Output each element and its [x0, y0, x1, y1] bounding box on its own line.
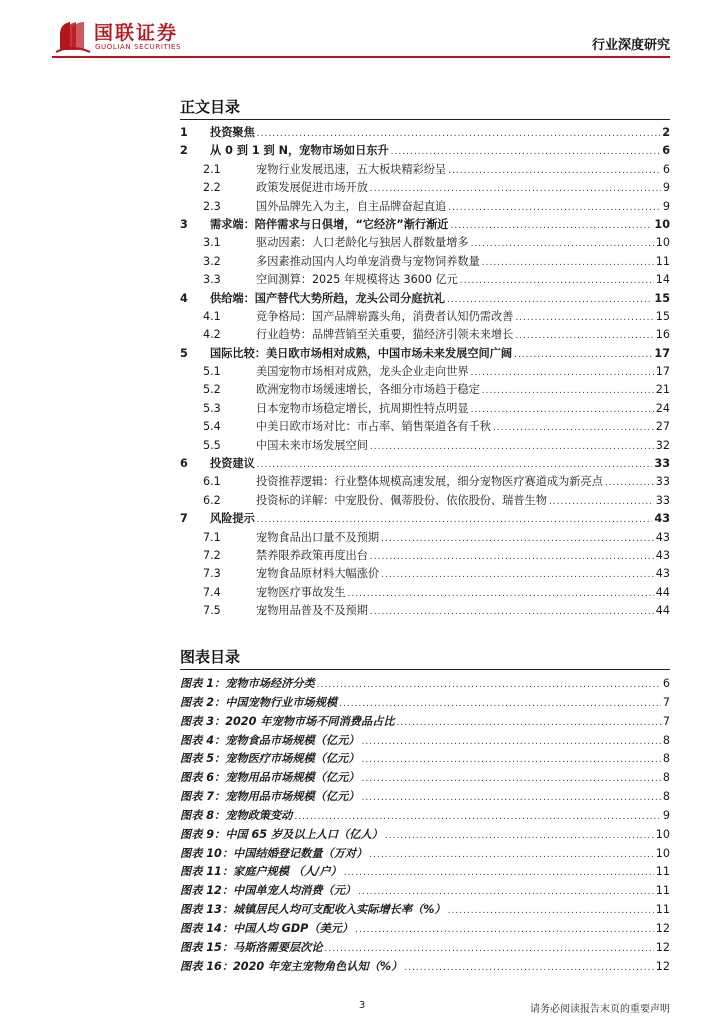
dot-leader [514, 346, 652, 364]
toc-entry-number: 2 [180, 144, 188, 158]
dot-leader [362, 789, 661, 808]
toc-entry-leader [256, 529, 670, 548]
toc-entry-page: 33 [655, 475, 670, 489]
toc-entry-page: 44 [655, 604, 670, 618]
toc-entry[interactable] [180, 124, 670, 142]
dot-leader [515, 309, 653, 327]
toc-entry-page: 24 [655, 401, 670, 415]
toc-entry[interactable] [180, 253, 670, 271]
toc-entry-page: 6 [662, 144, 670, 158]
toc-title-divider [180, 119, 670, 120]
toc-entry-leader [256, 547, 670, 566]
dot-leader [493, 419, 654, 437]
toc-entry-text: 投资推荐逻辑：行业整体规模高速发展，细分宠物医疗赛道成为新亮点 [256, 475, 603, 489]
dot-leader [482, 254, 654, 272]
toc-entry-text: 宠物食品原材料大幅涨价 [256, 567, 380, 581]
figure-entry[interactable] [180, 732, 670, 751]
toc-entry-text: 宠物行业发展迅速，五大板块精彩纷呈 [256, 162, 447, 176]
figure-entry-page: 7 [662, 714, 670, 728]
toc-entry-text: 行业趋势：品牌营销至关重要，猫经济引领未来增长 [256, 328, 514, 342]
toc-entry-leader [256, 602, 670, 621]
toc-entry-text: 空间测算：2025 年规模将达 3600 亿元 [256, 273, 458, 287]
figure-entry[interactable] [180, 958, 670, 977]
toc-entry-number: 2.3 [203, 199, 221, 213]
toc-entry-page: 43 [654, 512, 670, 526]
figure-entry[interactable] [180, 694, 670, 713]
toc-entry-leader [256, 326, 670, 345]
toc-entry-page: 17 [654, 346, 670, 360]
toc-entry-page: 32 [655, 438, 670, 452]
toc-entry-number: 5 [180, 346, 188, 360]
figures-list [180, 675, 670, 977]
figure-entry-text: 图表 8：宠物政策变动 [180, 808, 293, 822]
figure-entry-page: 10 [655, 827, 670, 841]
toc-entry-leader [256, 565, 670, 584]
dot-leader [471, 235, 654, 253]
figures-title-divider [180, 669, 670, 670]
toc-entry-text: 供给端：国产替代大势所趋，龙头公司分庭抗礼 [210, 291, 445, 305]
toc-entry-text: 需求端：陪伴需求与日俱增，“它经济”渐行渐近 [210, 217, 449, 231]
figure-entry-page: 8 [662, 771, 670, 785]
toc-entry-text: 欧洲宠物市场缓速增长，各细分市场趋于稳定 [256, 383, 480, 397]
toc-entry-leader [210, 216, 670, 235]
figure-entry[interactable] [180, 807, 670, 826]
figure-entry[interactable] [180, 901, 670, 920]
figure-entry-text: 图表 4：宠物食品市场规模（亿元） [180, 733, 360, 747]
toc-entry-leader [256, 473, 670, 492]
toc-entry-leader [256, 381, 670, 400]
figure-entry-text: 图表 14：中国人均 GDP（美元） [180, 921, 354, 935]
figure-entry[interactable] [180, 788, 670, 807]
dot-leader [448, 902, 654, 921]
dot-leader [391, 143, 661, 161]
dot-leader [362, 770, 661, 789]
toc-entry-number: 7.2 [203, 548, 221, 562]
toc-entry-text: 美国宠物市场相对成熟，龙头企业走向世界 [256, 365, 469, 379]
toc-entry[interactable] [180, 510, 670, 528]
toc-entry-text: 宠物用品普及不及预期 [256, 604, 368, 618]
toc-entry[interactable] [180, 198, 670, 216]
page-number: 3 [358, 1000, 366, 1011]
toc-entry[interactable] [180, 437, 670, 455]
dot-leader [344, 864, 654, 883]
toc-entry-page: 33 [655, 493, 670, 507]
company-logo [52, 16, 212, 56]
dot-leader [257, 456, 653, 474]
report-type-label: 行业深度研究 [591, 38, 670, 53]
toc-entry[interactable] [180, 584, 670, 602]
dot-leader [448, 199, 661, 217]
figure-entry-page: 11 [655, 865, 670, 879]
toc-entry[interactable] [180, 345, 670, 363]
figure-entry-text: 图表 5：宠物医疗市场规模（亿元） [180, 752, 360, 766]
toc-entry-text: 宠物食品出口量不及预期 [256, 530, 380, 544]
dot-leader [257, 125, 660, 143]
figure-entry-page: 10 [655, 846, 670, 860]
toc-entry-number: 7.4 [203, 585, 221, 599]
figure-entry[interactable] [180, 769, 670, 788]
toc-entry-number: 3.1 [203, 236, 221, 250]
toc-entry-text: 国外品牌先入为主，自主品牌奋起直追 [256, 199, 447, 213]
dot-leader [317, 676, 661, 695]
toc-entry-leader [210, 142, 670, 161]
figure-entry-page: 7 [662, 695, 670, 709]
toc-entry-number: 7 [180, 512, 188, 526]
dot-leader [369, 846, 653, 865]
figure-entry-page: 12 [655, 921, 670, 935]
toc-entry-number: 3.2 [203, 254, 221, 268]
dot-leader [385, 827, 654, 846]
dot-leader [381, 566, 654, 584]
toc-entry-text: 投资聚焦 [210, 126, 255, 139]
toc-entry-text: 多因素推动国内人均单宠消费与宠物饲养数量 [256, 254, 480, 268]
footer-disclaimer: 请务必阅读报告末页的重要声明 [530, 1004, 670, 1015]
figure-entry-text: 图表 9：中国 65 岁及以上人口（亿人） [180, 827, 383, 841]
toc-entry-page: 9 [662, 181, 670, 195]
toc-entry-number: 5.5 [203, 438, 221, 452]
toc-entry-number: 2.2 [203, 181, 221, 195]
toc-entry-number: 5.3 [203, 401, 221, 415]
toc-entry-leader [256, 584, 670, 603]
header-divider [52, 56, 670, 58]
toc-entry-number: 5.2 [203, 383, 221, 397]
toc-entry[interactable] [180, 363, 670, 381]
toc-entry-leader [256, 179, 670, 198]
toc-entry-number: 4.2 [203, 328, 221, 342]
figure-entry-text: 图表 3：2020 年宠物市场不同消费品占比 [180, 714, 395, 728]
dot-leader [348, 585, 654, 603]
figure-entry[interactable] [180, 750, 670, 769]
toc-entry-number: 7.1 [203, 530, 221, 544]
dot-leader [257, 511, 653, 529]
figure-entry-text: 图表 2：中国宠物行业市场规模 [180, 695, 338, 709]
dot-leader [355, 921, 654, 940]
toc-entry-page: 44 [655, 585, 670, 599]
toc-entry[interactable] [180, 142, 670, 160]
toc-entry-text: 从 0 到 1 到 N，宠物市场如日东升 [210, 144, 389, 158]
figure-entry-text: 图表 12：中国单宠人均消费（元） [180, 884, 357, 898]
toc-entry-leader [256, 253, 670, 272]
dot-leader [460, 272, 654, 290]
toc-entry-number: 1 [180, 126, 188, 139]
toc-entry-leader [256, 271, 670, 290]
dot-leader [370, 438, 654, 456]
toc-entry-text: 宠物医疗事故发生 [256, 585, 346, 599]
dot-leader [471, 401, 654, 419]
toc-entry-page: 15 [655, 309, 670, 323]
page-header [0, 0, 724, 62]
dot-leader [404, 959, 653, 978]
toc-entry-number: 6 [180, 457, 188, 471]
toc-entry-number: 3 [180, 217, 188, 231]
figure-entry-page: 8 [662, 790, 670, 804]
toc-entry-leader [210, 510, 670, 529]
figure-entry-page: 11 [655, 884, 670, 898]
toc-entry-text: 中国未来市场发展空间 [256, 438, 368, 452]
toc-entry-leader [210, 290, 670, 309]
toc-entry-leader [256, 308, 670, 327]
toc-entry[interactable] [180, 455, 670, 473]
toc-entry-leader [256, 400, 670, 419]
toc-entry-number: 5.1 [203, 365, 221, 379]
figure-entry[interactable] [180, 675, 670, 694]
toc-entry-leader [210, 455, 670, 474]
toc-entry[interactable] [180, 400, 670, 418]
dot-leader [381, 530, 654, 548]
figure-entry-text: 图表 11：家庭户规模 （人/户） [180, 865, 342, 879]
toc-entry-text: 政策发展促进市场开放 [256, 181, 368, 195]
figure-entry-page: 8 [662, 752, 670, 766]
dot-leader [448, 162, 661, 180]
toc-entry-leader [256, 234, 670, 253]
toc-entry[interactable] [180, 290, 670, 308]
dot-leader [370, 548, 654, 566]
toc-entry-page: 11 [655, 254, 670, 268]
toc-entry[interactable] [180, 547, 670, 565]
toc-entry-text: 国际比较：美日欧市场相对成熟，中国市场未来发展空间广阔 [210, 346, 513, 360]
toc-entry-page: 15 [654, 291, 670, 305]
toc-entry-page: 16 [655, 328, 670, 342]
toc-entry-text: 投资建议 [210, 457, 255, 471]
toc-entry-page: 21 [655, 383, 670, 397]
dot-leader [471, 364, 654, 382]
toc-entry-text: 投资标的详解：中宠股份、佩蒂股份、依依股份、瑞普生物 [256, 493, 547, 507]
toc-entry-leader [256, 363, 670, 382]
toc-entry-number: 6.2 [203, 493, 221, 507]
toc-entry[interactable] [180, 271, 670, 289]
toc-entry[interactable] [180, 161, 670, 179]
dot-leader [370, 180, 661, 198]
toc-entry[interactable] [180, 179, 670, 197]
toc-entry-page: 43 [655, 567, 670, 581]
guolian-logo-icon [52, 16, 92, 56]
toc-entry[interactable] [180, 492, 670, 510]
toc-entry[interactable] [180, 473, 670, 491]
dot-leader [362, 751, 661, 770]
toc-entry-number: 2.1 [203, 162, 221, 176]
figure-entry-page: 9 [662, 808, 670, 822]
dot-leader [294, 808, 661, 827]
figure-entry[interactable] [180, 713, 670, 732]
figure-entry-text: 图表 1：宠物市场经济分类 [180, 677, 315, 690]
toc-entry-page: 43 [655, 548, 670, 562]
figure-entry-page: 6 [662, 677, 670, 690]
toc-entry-number: 5.4 [203, 420, 221, 434]
toc-entry-leader [256, 161, 670, 180]
toc-entry-page: 27 [655, 420, 670, 434]
toc-entry-number: 4.1 [203, 309, 221, 323]
toc-entry[interactable] [180, 602, 670, 620]
toc-entry-page: 17 [655, 365, 670, 379]
toc-entry-text: 中美日欧市场对比：市占率、销售渠道各有千秋 [256, 420, 491, 434]
figure-entry-text: 图表 15：马斯洛需要层次论 [180, 940, 323, 954]
figure-entry[interactable] [180, 920, 670, 939]
toc-entry-page: 43 [655, 530, 670, 544]
toc-entry-text: 日本宠物市场稳定增长，抗周期性特点明显 [256, 401, 469, 415]
toc-entry-page: 14 [655, 273, 670, 287]
toc-entry-leader [256, 198, 670, 217]
figure-entry-text: 图表 13：城镇居民人均可支配收入实际增长率（%） [180, 903, 446, 917]
dot-leader [339, 695, 661, 714]
toc-entry-leader [256, 437, 670, 456]
figure-entry[interactable] [180, 939, 670, 958]
toc-entry-number: 6.1 [203, 475, 221, 489]
toc-entry-text: 禁养限养政策再度出台 [256, 548, 368, 562]
toc-entry-page: 33 [654, 457, 670, 471]
toc-entry[interactable] [180, 418, 670, 436]
toc-entry[interactable] [180, 565, 670, 583]
toc-entry-leader [256, 492, 670, 511]
dot-leader [397, 714, 661, 733]
dot-leader [362, 733, 661, 752]
toc-entry-text: 风险提示 [210, 512, 255, 526]
dot-leader [325, 940, 654, 959]
dot-leader [549, 493, 654, 511]
toc-entry[interactable] [180, 308, 670, 326]
dot-leader [370, 603, 654, 621]
toc-list [180, 124, 670, 621]
toc-entry-text: 驱动因素：人口老龄化与独居人群数量增多 [256, 236, 469, 250]
dot-leader [450, 217, 652, 235]
toc-entry-number: 4 [180, 291, 188, 305]
toc-title: 正文目录 [180, 98, 241, 116]
dot-leader [358, 883, 654, 902]
toc-entry[interactable] [180, 234, 670, 252]
figure-entry-page: 12 [655, 940, 670, 954]
figure-entry[interactable] [180, 845, 670, 864]
toc-entry-leader [256, 418, 670, 437]
dot-leader [515, 327, 653, 345]
brand-name-cn: 国联证券 [94, 22, 179, 44]
toc-entry-leader [210, 345, 670, 364]
figure-entry-page: 11 [655, 903, 670, 917]
dot-leader [447, 291, 652, 309]
toc-entry[interactable] [180, 529, 670, 547]
toc-entry-page: 9 [662, 199, 670, 213]
figure-entry-page: 8 [662, 733, 670, 747]
figure-entry-page: 12 [655, 959, 670, 973]
toc-entry-page: 10 [655, 236, 670, 250]
toc-entry-leader [210, 124, 670, 143]
figure-entry-text: 图表 10：中国结婚登记数量（万对） [180, 846, 368, 860]
dot-leader [482, 382, 654, 400]
figure-entry-text: 图表 6：宠物用品市场规模（亿元） [180, 771, 360, 785]
toc-entry-text: 竞争格局：国产品牌崭露头角，消费者认知仍需改善 [256, 309, 514, 323]
toc-entry-page: 2 [662, 126, 670, 139]
toc-entry[interactable] [180, 326, 670, 344]
figure-entry[interactable] [180, 863, 670, 882]
toc-entry-number: 3.3 [203, 273, 221, 287]
figure-entry[interactable] [180, 882, 670, 901]
figures-title: 图表目录 [180, 648, 241, 666]
figure-entry-text: 图表 16：2020 年宠主宠物角色认知（%） [180, 959, 403, 973]
figure-entry[interactable] [180, 826, 670, 845]
toc-entry[interactable] [180, 216, 670, 234]
dot-leader [605, 474, 654, 492]
toc-entry[interactable] [180, 381, 670, 399]
toc-entry-number: 7.3 [203, 567, 221, 581]
figure-entry-text: 图表 7：宠物用品市场规模（亿元） [180, 790, 360, 804]
toc-entry-page: 10 [654, 217, 670, 231]
brand-name-en: GUOLIAN SECURITIES [95, 43, 182, 51]
toc-entry-number: 7.5 [203, 604, 221, 618]
toc-entry-page: 6 [662, 162, 670, 176]
